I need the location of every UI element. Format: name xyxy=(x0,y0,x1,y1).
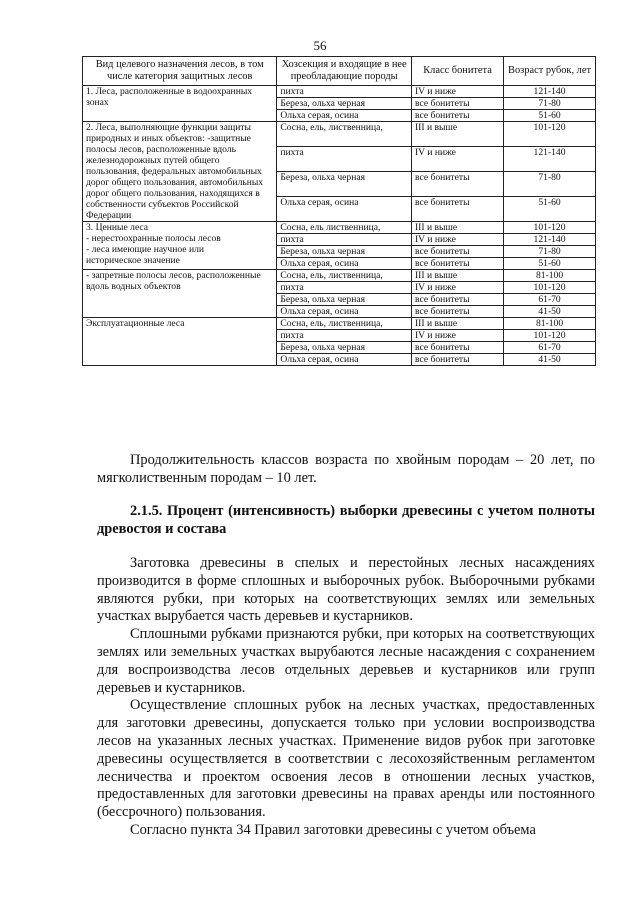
cutting-age-cell: 61-70 xyxy=(504,294,596,306)
bonitet-cell: все бонитеты xyxy=(411,354,503,366)
species-cell: Ольха серая, осина xyxy=(277,258,412,270)
species-cell: пихта xyxy=(277,234,412,246)
forest-category-cell: - запретные полосы лесов, расположенные вдоль водных объектов xyxy=(83,270,277,318)
species-cell: Ольха серая, осина xyxy=(277,354,412,366)
species-cell: Береза, ольха черная xyxy=(277,98,412,110)
bonitet-cell: все бонитеты xyxy=(411,110,503,122)
species-cell: пихта xyxy=(277,282,412,294)
bonitet-cell: все бонитеты xyxy=(411,294,503,306)
species-cell: Ольха серая, осина xyxy=(277,110,412,122)
paragraph-age-classes: Продолжительность классов возраста по хвойным породам – 20 лет, по мягколиственным породам – 10 лет. xyxy=(97,452,595,486)
paragraph-harvesting-forms: Заготовка древесины в спелых и перестойных лесных насаждениях производится в форме сплошных и выборочных рубок. Выборочными рубками являются рубки, при которых на соответствующих землях или земельных участках вырубается часть деревьев и кустарников. xyxy=(97,555,595,625)
forest-category-cell: 3. Ценные леса - нерестоохранные полосы лесов - леса имеющие научное или историческое значение xyxy=(83,222,277,270)
cutting-age-cell: 71-80 xyxy=(504,172,596,197)
table-row xyxy=(83,86,596,98)
cutting-age-cell: 101-120 xyxy=(504,122,596,147)
species-cell: Береза, ольха черная xyxy=(277,172,412,197)
page-number: 56 xyxy=(313,38,327,53)
species-cell: Береза, ольха черная xyxy=(277,342,412,354)
cutting-age-cell: 101-120 xyxy=(504,330,596,342)
cutting-age-cell: 71-80 xyxy=(504,246,596,258)
bonitet-cell: IV и ниже xyxy=(411,282,503,294)
cutting-age-cell: 61-70 xyxy=(504,342,596,354)
table-row xyxy=(83,318,596,330)
cutting-age-cell: 121-140 xyxy=(504,234,596,246)
cutting-age-cell: 51-60 xyxy=(504,110,596,122)
species-cell: Ольха серая, осина xyxy=(277,197,412,222)
species-cell: пихта xyxy=(277,330,412,342)
cutting-age-cell: 71-80 xyxy=(504,98,596,110)
cutting-age-cell: 51-60 xyxy=(504,197,596,222)
table-row xyxy=(83,222,596,234)
species-cell: Береза, ольха черная xyxy=(277,294,412,306)
bonitet-cell: все бонитеты xyxy=(411,342,503,354)
table-body xyxy=(83,86,596,366)
bonitet-cell: все бонитеты xyxy=(411,306,503,318)
cutting-age-cell: 81-100 xyxy=(504,270,596,282)
header-forest-purpose: Вид целевого назначения лесов, в том числе категория защитных лесов xyxy=(83,57,277,86)
table-header-row xyxy=(83,57,596,86)
bonitet-cell: III и выше xyxy=(411,122,503,147)
bonitet-cell: III и выше xyxy=(411,270,503,282)
section-heading: 2.1.5. Процент (интенсивность) выборки древесины с учетом полноты древостоя и состава xyxy=(97,503,595,537)
bonitet-cell: III и выше xyxy=(411,222,503,234)
header-cutting-age: Возраст рубок, лет xyxy=(504,57,596,86)
bonitet-cell: все бонитеты xyxy=(411,98,503,110)
species-cell: Сосна, ель, лиственница, xyxy=(277,318,412,330)
bonitet-cell: все бонитеты xyxy=(411,246,503,258)
table-row xyxy=(83,122,596,147)
bonitet-cell: все бонитеты xyxy=(411,172,503,197)
paragraph-clear-cutting: Сплошными рубками признаются рубки, при которых на соответствующих землях или земельных участках вырубаются лесные насаждения с сохранением для воспроизводства лесов отдельных деревьев и кустарников или групп деревьев и кустарников. xyxy=(97,626,595,696)
body-text-main xyxy=(97,555,595,840)
paragraph-rules-reference: Согласно пункта 34 Правил заготовки древесины с учетом объема xyxy=(130,821,536,838)
header-bonitet: Класс бонитета xyxy=(411,57,503,86)
bonitet-cell: IV и ниже xyxy=(411,147,503,172)
table-row xyxy=(83,270,596,282)
cutting-age-cell: 121-140 xyxy=(504,147,596,172)
cutting-age-cell: 101-120 xyxy=(504,222,596,234)
species-cell: Сосна, ель лиственница, xyxy=(277,222,412,234)
body-text-top xyxy=(97,452,595,488)
cutting-age-cell: 41-50 xyxy=(504,354,596,366)
cutting-age-cell: 41-50 xyxy=(504,306,596,318)
bonitet-cell: IV и ниже xyxy=(411,330,503,342)
forest-category-cell: Эксплуатационные леса xyxy=(83,318,277,366)
species-cell: Сосна, ель, лиственница, xyxy=(277,270,412,282)
species-cell: Сосна, ель, лиственница, xyxy=(277,122,412,147)
bonitet-cell: IV и ниже xyxy=(411,234,503,246)
bonitet-cell: III и выше xyxy=(411,318,503,330)
cutting-age-cell: 101-120 xyxy=(504,282,596,294)
species-cell: пихта xyxy=(277,86,412,98)
forest-category-cell: 1. Леса, расположенные в водоохранных зонах xyxy=(83,86,277,122)
bonitet-cell: все бонитеты xyxy=(411,258,503,270)
species-cell: Береза, ольха черная xyxy=(277,246,412,258)
header-species: Хозсекция и входящие в нее преобладающие породы xyxy=(277,57,412,86)
species-cell: Ольха серая, осина xyxy=(277,306,412,318)
cutting-age-cell: 51-60 xyxy=(504,258,596,270)
bonitet-cell: все бонитеты xyxy=(411,197,503,222)
cutting-age-table xyxy=(82,56,596,366)
species-cell: пихта xyxy=(277,147,412,172)
bonitet-cell: IV и ниже xyxy=(411,86,503,98)
forest-category-cell: 2. Леса, выполняющие функции защиты природных и иных объектов: -защитные полосы лесов, расположенные вдоль железнодорожных путей общего пользования, федеральных автомобильных дорог общего пользования, автомобильных дорог общего пользования, находящихся в собственности субъектов Российской Федерации xyxy=(83,122,277,222)
paragraph-clear-cutting-conditions: Осуществление сплошных рубок на лесных участках, предоставленных для заготовки древесины, допускается только при условии воспроизводства лесов на указанных лесных участках. Применение видов рубок при заготовке древесины осуществляется в соответствии с лесохозяйственным регламентом лесничества и проектом освоения лесов в отношении лесных участков, предоставленных для заготовки древесины на правах аренды или постоянного (бессрочного) пользования. xyxy=(97,697,595,821)
cutting-age-cell: 81-100 xyxy=(504,318,596,330)
cutting-age-cell: 121-140 xyxy=(504,86,596,98)
